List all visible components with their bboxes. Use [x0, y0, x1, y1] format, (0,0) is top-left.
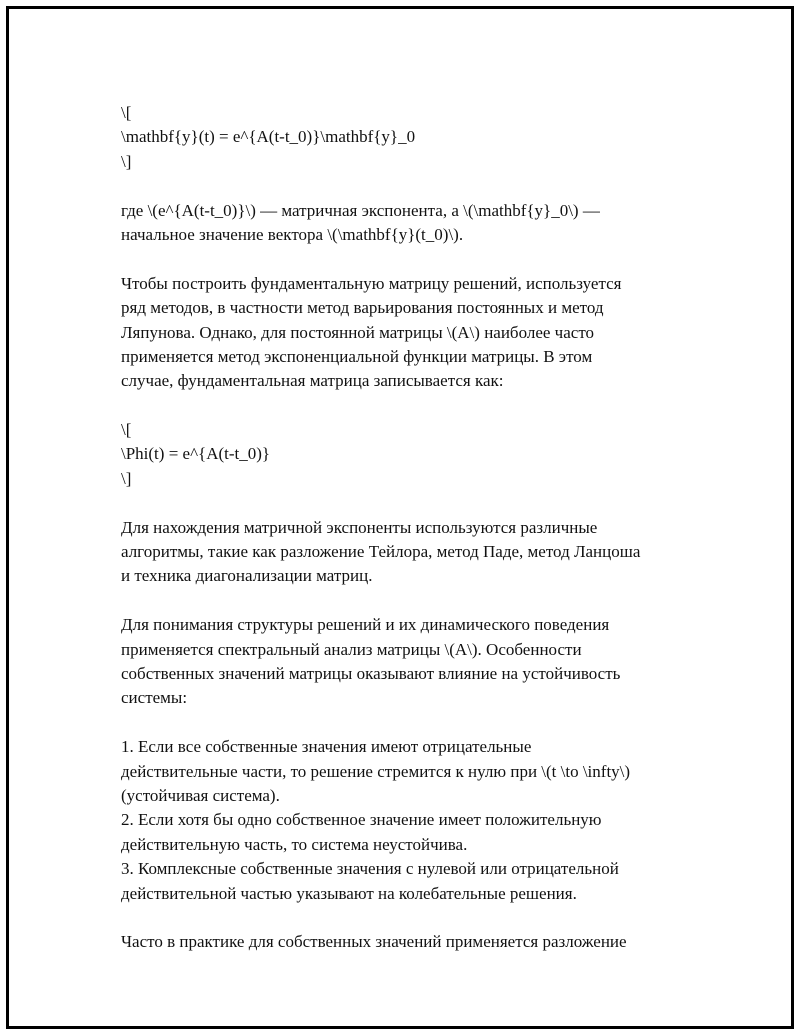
text-line: \mathbf{y}(t) = e^{A(t-t_0)}\mathbf{y}_0: [121, 127, 416, 147]
text-line: собственных значений матрицы оказывают влияние на устойчивость: [121, 663, 621, 683]
paragraph-gap: [121, 174, 701, 198]
text-line: \]: [121, 468, 132, 488]
list-item-line: (устойчивая система).: [121, 785, 280, 805]
text-line: Часто в практике для собственных значений применяется разложение: [121, 932, 627, 952]
list-item-line: действительной частью указывают на колебательные решения.: [121, 883, 577, 903]
text-line: алгоритмы, такие как разложение Тейлора, метод Паде, метод Ланцоша: [121, 542, 641, 562]
math-block: [121, 418, 701, 491]
text-line: применяется метод экспоненциальной функции матрицы. В этом: [121, 346, 593, 366]
text-line: Для нахождения матричной экспоненты используются различные: [121, 517, 598, 537]
paragraph-gap: [121, 247, 701, 271]
text-line: и техника диагонализации матриц.: [121, 566, 373, 586]
text-line: системы:: [121, 688, 188, 708]
document-body: [121, 101, 701, 955]
numbered-list: [121, 735, 701, 906]
list-item-line: 1. Если все собственные значения имеют отрицательные: [121, 737, 532, 757]
paragraph: [121, 516, 701, 589]
paragraph: [121, 613, 701, 711]
paragraph-gap: [121, 491, 701, 515]
text-line: где \(e^{A(t-t_0)}\) — матричная экспонента, а \(\mathbf{y}_0\) —: [121, 200, 600, 220]
text-line: ряд методов, в частности метод варьирования постоянных и метод: [121, 298, 604, 318]
text-line: Чтобы построить фундаментальную матрицу решений, используется: [121, 273, 622, 293]
text-line: \[: [121, 420, 132, 440]
list-item-line: 3. Комплексные собственные значения с нулевой или отрицательной: [121, 859, 619, 879]
text-line: применяется спектральный анализ матрицы \(A\). Особенности: [121, 639, 582, 659]
math-block: [121, 101, 701, 174]
page-frame: [6, 6, 794, 1029]
paragraph-gap: [121, 906, 701, 930]
paragraph-gap: [121, 711, 701, 735]
text-line: \[: [121, 103, 132, 122]
paragraph-gap: [121, 394, 701, 418]
paragraph-gap: [121, 589, 701, 613]
text-line: случае, фундаментальная матрица записывается как:: [121, 371, 504, 391]
list-item-line: действительную часть, то система неустойчива.: [121, 834, 468, 854]
paragraph: [121, 199, 701, 248]
list-item-line: 2. Если хотя бы одно собственное значение имеет положительную: [121, 810, 602, 830]
text-line: Для понимания структуры решений и их динамического поведения: [121, 615, 610, 635]
text-line: \]: [121, 151, 132, 171]
paragraph: [121, 930, 701, 954]
paragraph: [121, 272, 701, 394]
text-line: \Phi(t) = e^{A(t-t_0)}: [121, 444, 271, 464]
list-item-line: действительные части, то решение стремится к нулю при \(t \to \infty\): [121, 761, 631, 781]
text-line: начальное значение вектора \(\mathbf{y}(t_0)\).: [121, 224, 464, 244]
text-line: Ляпунова. Однако, для постоянной матрицы \(A\) наиболее часто: [121, 322, 595, 342]
